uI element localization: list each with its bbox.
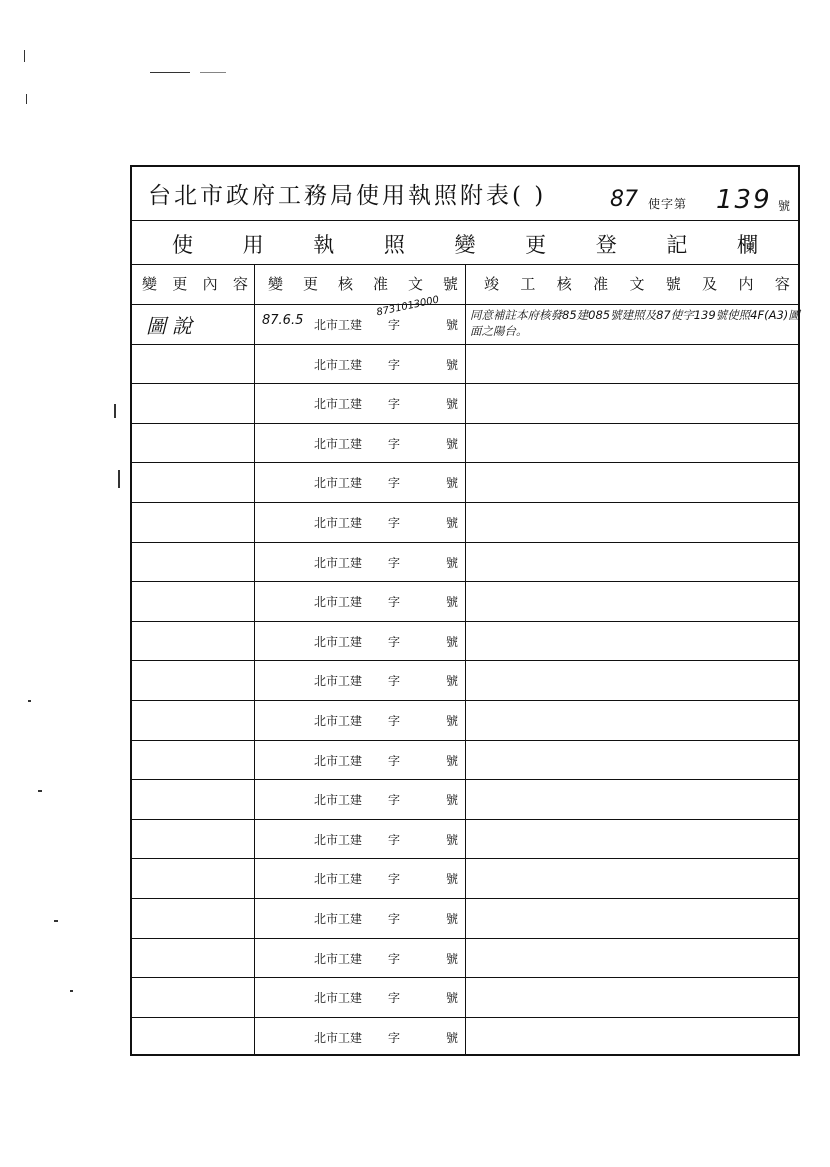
table-row — [132, 543, 798, 583]
hao-label: 號 — [446, 1030, 459, 1045]
hao-label: 號 — [446, 714, 459, 728]
license-prefix: 使字第 — [648, 197, 688, 211]
office-code: 北市工建 — [314, 555, 363, 570]
table-row — [132, 622, 798, 662]
zi-label: 字 — [388, 357, 401, 372]
header-change-content: 變 更 內 容 — [142, 275, 248, 293]
header-completion-approval: 竣 工 核 准 文 號 及 内 容 — [484, 275, 790, 293]
hao-label: 號 — [446, 991, 459, 1006]
table-row — [132, 701, 798, 741]
hao-label: 號 — [446, 595, 459, 610]
zi-label: 字 — [388, 318, 401, 332]
zi-label: 字 — [388, 872, 401, 887]
hao-label: 號 — [446, 516, 459, 530]
table-row — [132, 384, 798, 424]
office-code: 北市工建 — [314, 476, 363, 491]
table-row — [132, 661, 798, 701]
table-row — [132, 294, 800, 345]
zi-label: 字 — [388, 674, 401, 689]
license-suffix: 號 — [778, 199, 791, 213]
hao-label: 號 — [446, 912, 459, 926]
office-code: 北市工建 — [314, 1030, 363, 1045]
license-change-form — [130, 165, 800, 1056]
hao-label: 號 — [446, 674, 459, 689]
table-row — [132, 741, 798, 781]
office-code: 北市工建 — [314, 753, 363, 768]
office-code: 北市工建 — [314, 674, 363, 689]
approval-date: 87.6.5 — [262, 313, 304, 328]
table-row — [132, 939, 798, 979]
office-code: 北市工建 — [314, 634, 363, 649]
office-code: 北市工建 — [314, 516, 363, 530]
table-row — [132, 820, 798, 860]
header-approval-number: 變 更 核 准 文 號 — [268, 275, 458, 293]
office-code: 北市工建 — [314, 318, 363, 332]
office-code: 北市工建 — [314, 436, 363, 451]
zi-label: 字 — [388, 516, 401, 530]
zi-label: 字 — [388, 397, 401, 412]
hao-label: 號 — [446, 753, 459, 768]
zi-label: 字 — [388, 991, 401, 1006]
zi-label: 字 — [388, 436, 401, 451]
hao-label: 號 — [446, 318, 459, 332]
approval-number: 8731013000 — [375, 294, 441, 319]
hao-label: 號 — [446, 832, 459, 847]
table-row — [132, 899, 798, 939]
license-year: 87 — [610, 187, 638, 212]
table-row — [132, 503, 798, 543]
zi-label: 字 — [388, 753, 401, 768]
table-row — [132, 424, 798, 464]
zi-label: 字 — [388, 555, 401, 570]
zi-label: 字 — [388, 832, 401, 847]
zi-label: 字 — [388, 476, 401, 491]
hao-label: 號 — [446, 872, 459, 887]
table-row — [132, 859, 798, 899]
hao-label: 號 — [446, 634, 459, 649]
zi-label: 字 — [388, 595, 401, 610]
office-code: 北市工建 — [314, 714, 363, 728]
office-code: 北市工建 — [314, 991, 363, 1006]
office-code: 北市工建 — [314, 397, 363, 412]
hao-label: 號 — [446, 951, 459, 966]
office-code: 北市工建 — [314, 872, 363, 887]
table-row — [132, 1018, 798, 1058]
change-content: 圖說 — [146, 314, 198, 338]
zi-label: 字 — [388, 951, 401, 966]
office-code: 北市工建 — [314, 951, 363, 966]
hao-label: 號 — [446, 555, 459, 570]
zi-label: 字 — [388, 793, 401, 808]
table-row — [132, 780, 798, 820]
hao-label: 號 — [446, 793, 459, 808]
office-code: 北市工建 — [314, 357, 363, 372]
hao-label: 號 — [446, 357, 459, 372]
zi-label: 字 — [388, 1030, 401, 1045]
office-code: 北市工建 — [314, 793, 363, 808]
zi-label: 字 — [388, 912, 401, 926]
form-title-row — [132, 167, 798, 221]
section-header — [132, 221, 798, 265]
section-title: 使 用 執 照 變 更 登 記 欄 — [172, 233, 758, 257]
zi-label: 字 — [388, 634, 401, 649]
office-code: 北市工建 — [314, 912, 363, 926]
table-row — [132, 345, 798, 385]
table-row — [132, 463, 798, 503]
hao-label: 號 — [446, 436, 459, 451]
license-number: 139 — [716, 185, 772, 215]
hao-label: 號 — [446, 476, 459, 491]
completion-content: 同意補註本府核發85建085號建照及87使字139號使照4F(A3)圖面之陽台。 — [470, 308, 800, 338]
form-title: 台北市政府工務局使用執照附表( ) — [148, 183, 547, 209]
zi-label: 字 — [388, 714, 401, 728]
office-code: 北市工建 — [314, 595, 363, 610]
table-row — [132, 582, 798, 622]
office-code: 北市工建 — [314, 832, 363, 847]
table-row — [132, 978, 798, 1018]
hao-label: 號 — [446, 397, 459, 412]
